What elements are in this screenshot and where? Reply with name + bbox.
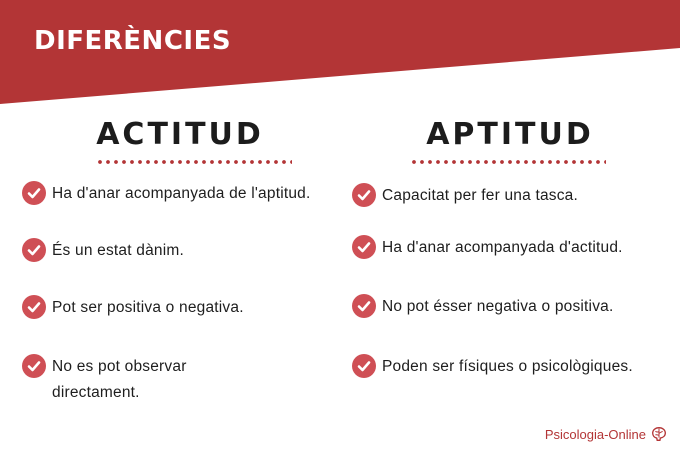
check-icon <box>22 181 46 205</box>
list-item <box>352 183 672 209</box>
list-item <box>22 238 342 264</box>
aptitud-column <box>350 115 670 165</box>
brand-logo[interactable] <box>545 425 668 443</box>
list-item-text: Pot ser positiva o negativa. <box>52 299 244 316</box>
dotted-divider <box>96 159 292 165</box>
list-item-text: És un estat dànim. <box>52 242 184 259</box>
list-item-text: Capacitat per fer una tasca. <box>382 187 579 204</box>
list-item <box>22 181 342 207</box>
list-item <box>22 295 342 321</box>
actitud-column <box>20 115 340 165</box>
list-item-text: Poden ser físiques o psicològiques. <box>382 358 633 375</box>
brain-icon <box>650 425 668 443</box>
check-icon <box>352 354 376 378</box>
list-item <box>352 294 672 320</box>
page-title: DIFERÈNCIES <box>34 26 232 56</box>
brand-name: Psicologia-Online <box>544 426 646 442</box>
check-icon <box>352 183 376 207</box>
check-icon <box>22 354 46 378</box>
list-item-text: No es pot observar directament. <box>52 358 187 401</box>
check-icon <box>22 295 46 319</box>
check-icon <box>352 294 376 318</box>
check-icon <box>22 238 46 262</box>
list-item <box>352 354 672 380</box>
dotted-divider <box>410 159 606 165</box>
actitud-heading: ACTITUD <box>96 117 264 152</box>
list-item-text: Ha d'anar acompanyada de l'aptitud. <box>52 185 311 202</box>
aptitud-heading: APTITUD <box>426 117 594 152</box>
check-icon <box>352 235 376 259</box>
list-item <box>22 354 232 406</box>
list-item <box>352 235 672 261</box>
list-item-text: No pot ésser negativa o positiva. <box>382 298 614 315</box>
list-item-text: Ha d'anar acompanyada d'actitud. <box>382 239 623 256</box>
